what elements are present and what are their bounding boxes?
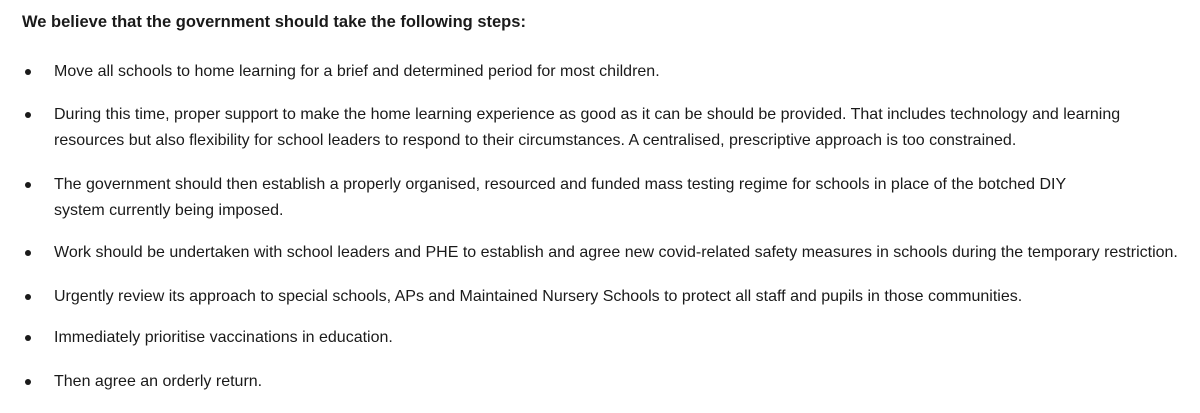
bullet-icon (25, 69, 31, 75)
bullet-icon (25, 294, 31, 300)
list-item-text: Then agree an orderly return. (54, 373, 263, 390)
list-item-text: Urgently review its approach to special schools, APs and Maintained Nursery Schools to protect all staff and pupils in those communities. (54, 288, 1023, 305)
list-item-text: Move all schools to home learning for a brief and determined period for most children. (54, 63, 660, 80)
list-item-text: Work should be undertaken with school leaders and PHE to establish and agree new covid-related safety measures in schools during the temporary restriction. (54, 244, 1178, 261)
list-item-text: Immediately prioritise vaccinations in education. (54, 329, 393, 346)
list-item-text: During this time, proper support to make the home learning experience as good as it can be should be provided. That includes technology and learning resources but also flexibility for school leaders to respond to their circumstances. A centralised, prescriptive approach is too constrained. (54, 106, 1121, 149)
bullet-icon (25, 112, 31, 118)
section-heading: We believe that the government should take the following steps: (22, 13, 526, 31)
bullet-icon (25, 335, 31, 341)
bullet-icon (25, 250, 31, 256)
bullet-icon (25, 379, 31, 385)
bullet-icon (25, 182, 31, 188)
list-item-text: The government should then establish a properly organised, resourced and funded mass testing regime for schools in place of the botched DIY system currently being imposed. (54, 176, 1066, 219)
